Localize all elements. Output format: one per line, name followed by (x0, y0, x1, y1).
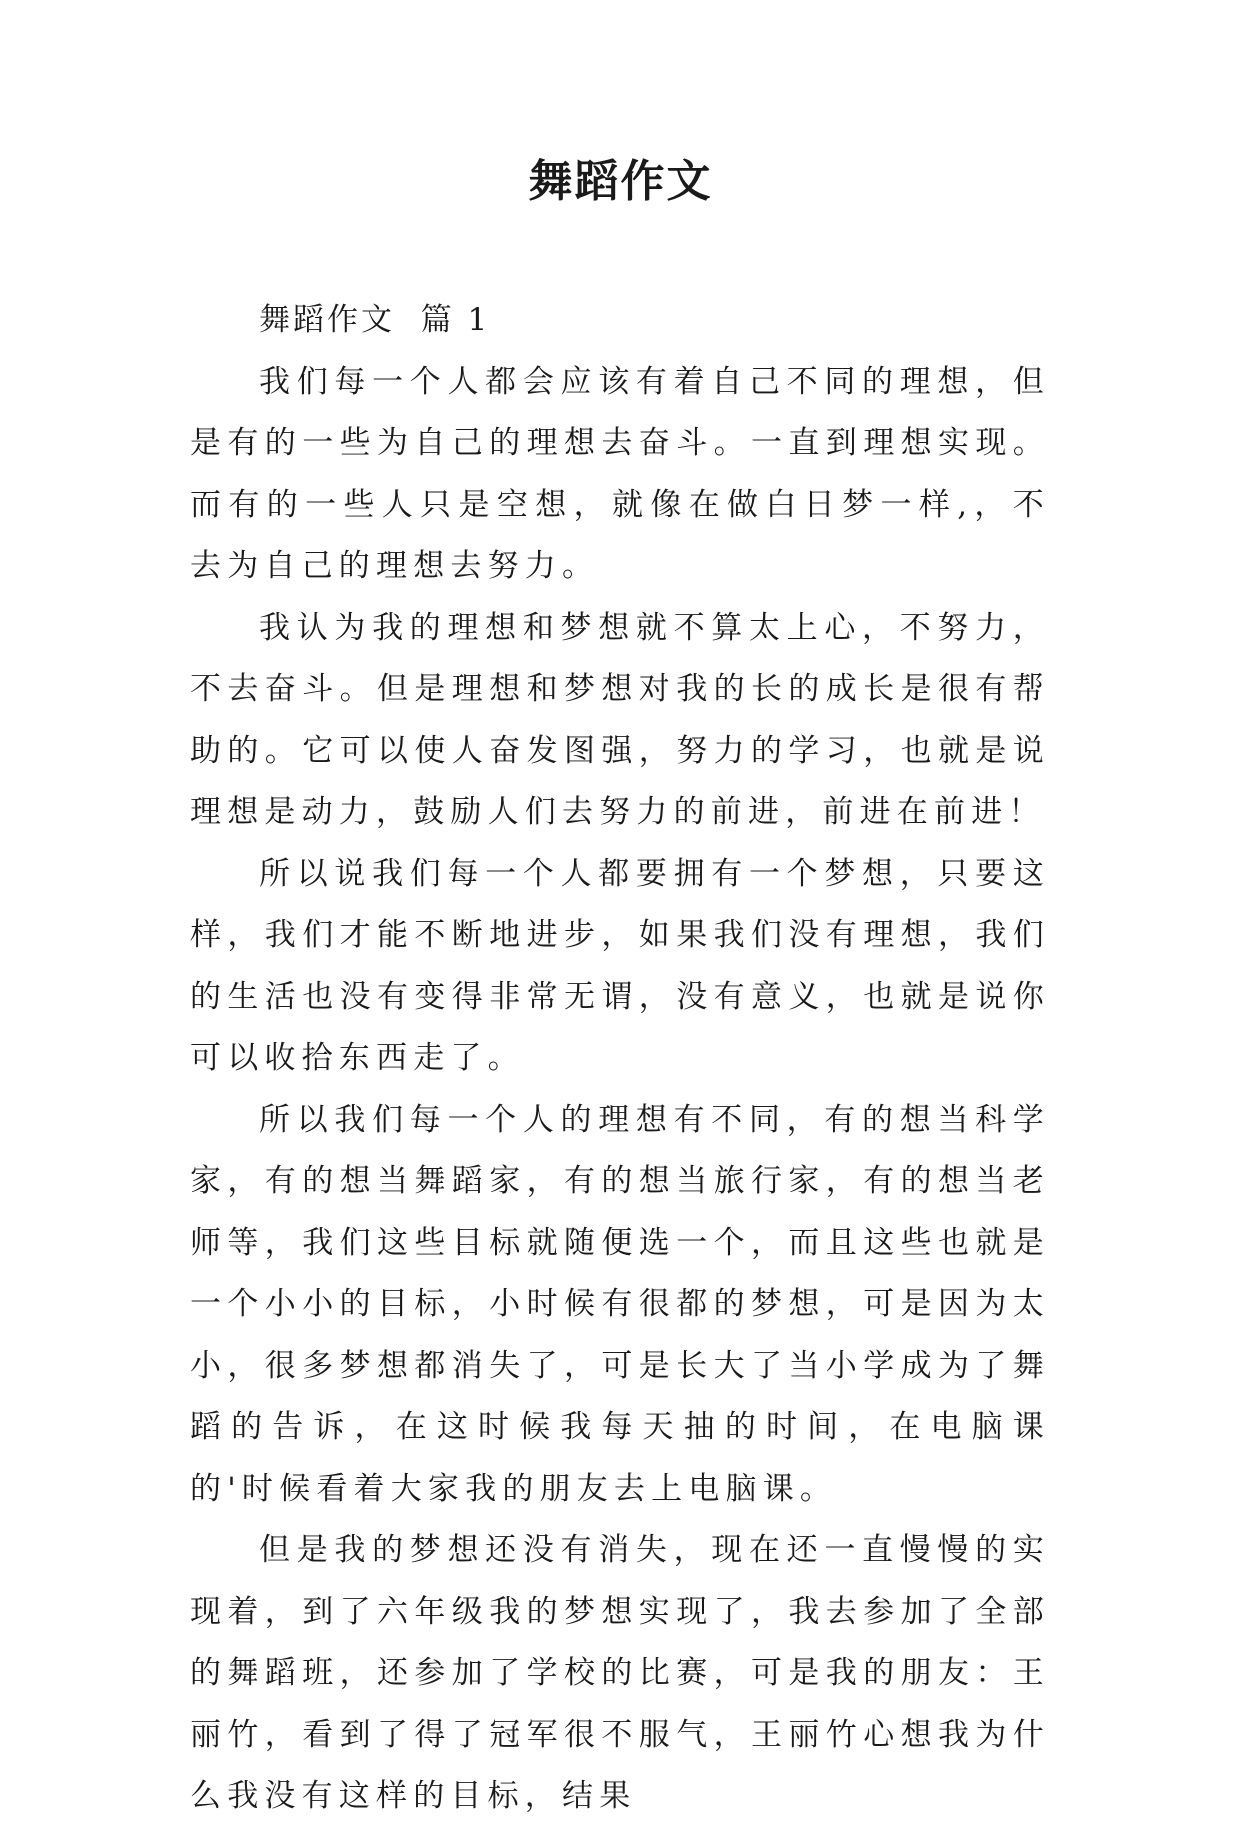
paragraph-1: 我们每一个人都会应该有着自己不同的理想，但是有的一些为自己的理想去奋斗。一直到理想实现。而有的一些人只是空想，就像在做白日梦一样,，不去为自己的理想去努力。 (190, 363, 1050, 584)
paragraph-5: 但是我的梦想还没有消失，现在还一直慢慢的实现着，到了六年级我的梦想实现了，我去参加了全部的舞蹈班，还参加了学校的比赛，可是我的朋友：王丽竹，看到了得了冠军很不服气，王丽竹心想我为什么我没有这样的目标，结果 (190, 1532, 1050, 1814)
paragraph-3: 所以说我们每一个人都要拥有一个梦想，只要这样，我们才能不断地进步，如果我们没有理想，我们的生活也没有变得非常无谓，没有意义，也就是说你可以收拾东西走了。 (190, 855, 1050, 1076)
document-title: 舞蹈作文 (528, 156, 713, 207)
paragraph-4: 所以我们每一个人的理想有不同，有的想当科学家，有的想当舞蹈家，有的想当旅行家，有的想当老师等，我们这些目标就随便选一个，而且这些也就是一个小小的目标，小时候有很都的梦想，可是因为太小，很多梦想都消失了，可是长大了当小学成为了舞蹈的告诉，在这时候我每天抽的时间，在电脑课的'时候看着大家我的朋友去上电脑课。 (190, 1101, 1050, 1507)
document-body (190, 290, 1050, 1828)
section-heading: 舞蹈作文 篇 1 (259, 302, 491, 338)
paragraph-2: 我认为我的理想和梦想就不算太上心，不努力，不去奋斗。但是理想和梦想对我的长的成长是很有帮助的。它可以使人奋发图强，努力的学习，也就是说理想是动力，鼓励人们去努力的前进，前进在前进！ (190, 609, 1050, 830)
